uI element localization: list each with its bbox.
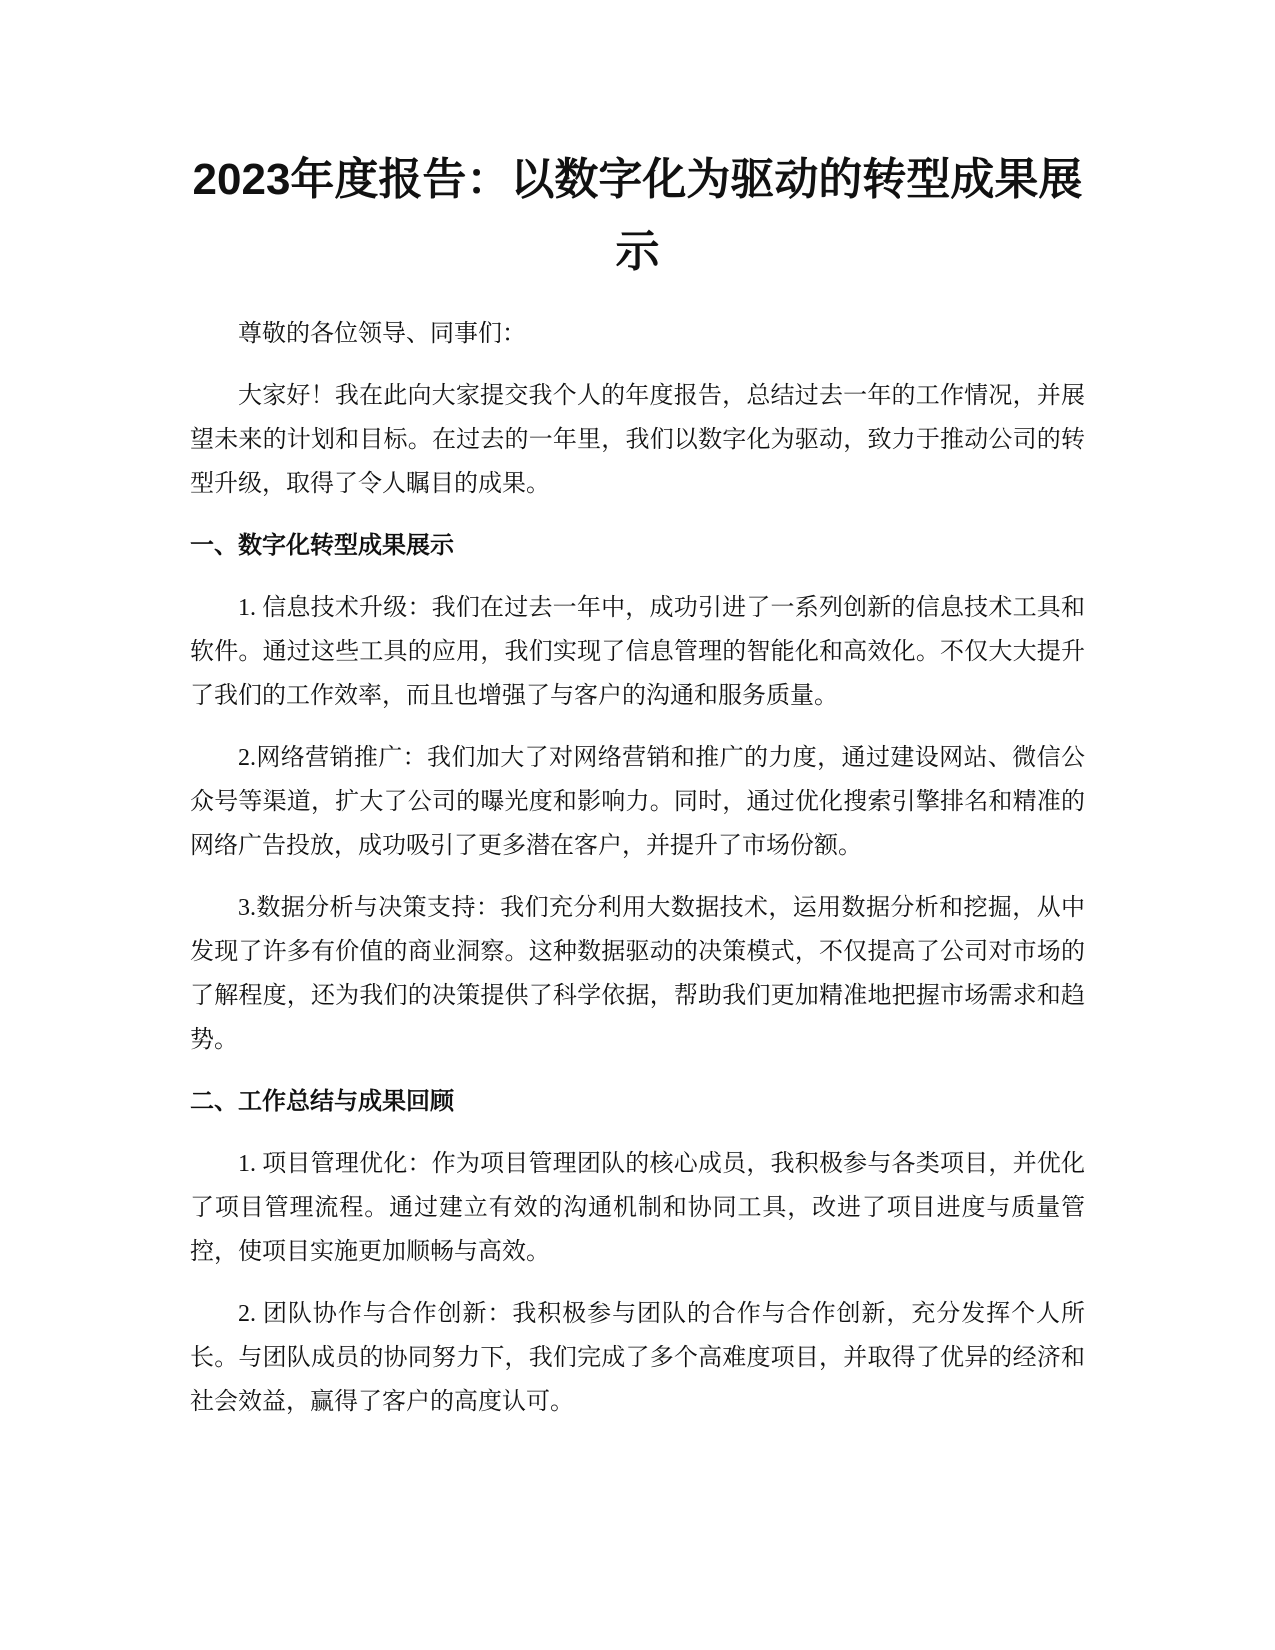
- section-item: 1. 信息技术升级：我们在过去一年中，成功引进了一系列创新的信息技术工具和软件。通过这些工具的应用，我们实现了信息管理的智能化和高效化。不仅大大提升了我们的工作效率，而且也增强了与客户的沟通和服务质量。: [190, 595, 1085, 709]
- section-digital-transformation: [190, 524, 1085, 1062]
- section-item: 3.数据分析与决策支持：我们充分利用大数据技术，运用数据分析和挖掘，从中发现了许多有价值的商业洞察。这种数据驱动的决策模式，不仅提高了公司对市场的了解程度，还为我们的决策提供了科学依据，帮助我们更加精准地把握市场需求和趋势。: [190, 895, 1085, 1053]
- section-work-summary: [190, 1080, 1085, 1424]
- section-item: 2.网络营销推广：我们加大了对网络营销和推广的力度，通过建设网站、微信公众号等渠道，扩大了公司的曝光度和影响力。同时，通过优化搜索引擎排名和精准的网络广告投放，成功吸引了更多潜在客户，并提升了市场份额。: [190, 745, 1085, 859]
- section-item: 2. 团队协作与合作创新：我积极参与团队的合作与合作创新，充分发挥个人所长。与团队成员的协同努力下，我们完成了多个高难度项目，并取得了优异的经济和社会效益，赢得了客户的高度认可。: [190, 1301, 1085, 1415]
- intro-paragraph: 大家好！我在此向大家提交我个人的年度报告，总结过去一年的工作情况，并展望未来的计划和目标。在过去的一年里，我们以数字化为驱动，致力于推动公司的转型升级，取得了令人瞩目的成果。: [190, 383, 1085, 497]
- section-heading: 二、工作总结与成果回顾: [190, 1088, 454, 1115]
- greeting-paragraph: 尊敬的各位领导、同事们：: [238, 321, 526, 347]
- document-title: 2023年度报告：以数字化为驱动的转型成果展示: [192, 155, 1083, 276]
- section-item: 1. 项目管理优化：作为项目管理团队的核心成员，我积极参与各类项目，并优化了项目管理流程。通过建立有效的沟通机制和协同工具，改进了项目进度与质量管控，使项目实施更加顺畅与高效。: [190, 1151, 1085, 1265]
- section-heading: 一、数字化转型成果展示: [190, 532, 454, 559]
